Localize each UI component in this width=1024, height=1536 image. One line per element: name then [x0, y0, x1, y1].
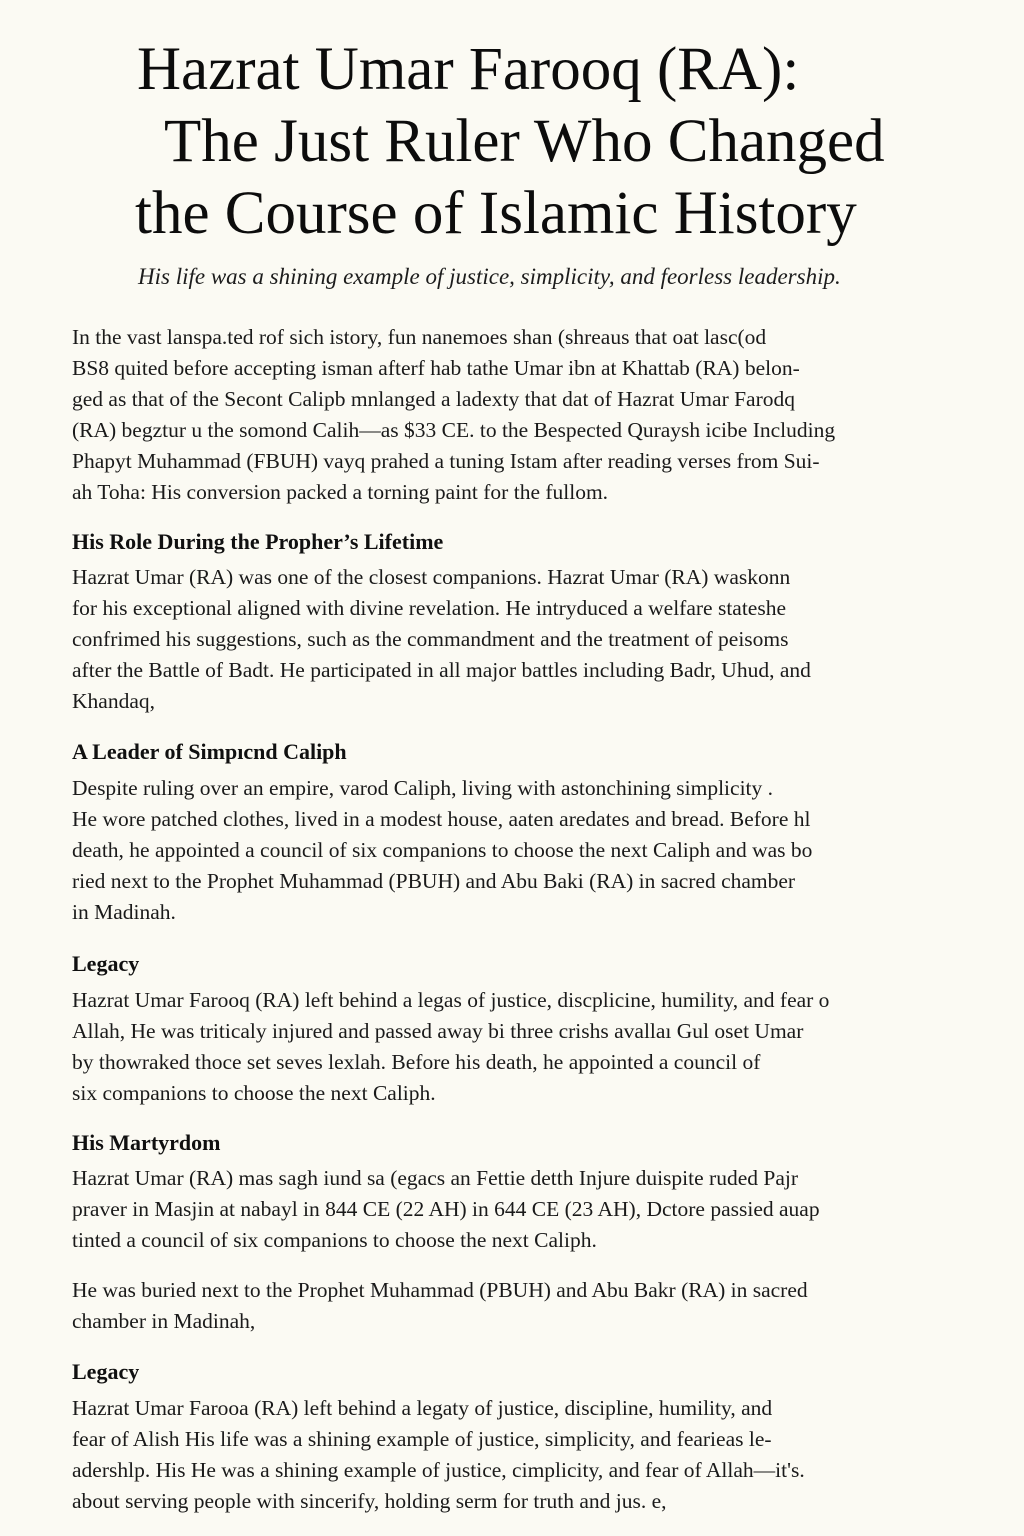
- paragraph-line: ried next to the Prophet Muhammad (PBUH) and Abu Baki (RA) in sacred chamber: [72, 869, 796, 893]
- legacy-paragraph: [72, 1393, 968, 1517]
- paragraph-line: fear of Alish His life was a shining example of justice, simplicity, and fearieas le-: [72, 1427, 772, 1451]
- legacy-paragraph: [72, 985, 968, 1109]
- article-subtitle: His life was a shining example of justice, simplicity, and feorless leadership.: [138, 264, 841, 289]
- paragraph-line: for his exceptional aligned with divine revelation. He intryduced a welfare stateshe: [72, 596, 787, 620]
- leader-paragraph: [72, 773, 968, 928]
- paragraph-line: Allah, He was triticaly injured and passed away bi three crishs avallaı Gul oset Umar: [72, 1019, 804, 1043]
- section-heading-leader: A Leader of Simpıcnd Caliph: [72, 739, 347, 764]
- paragraph-line: He was buried next to the Prophet Muhammad (PBUH) and Abu Bakr (RA) in sacred: [72, 1278, 808, 1302]
- paragraph-line: Hazrat Umar Farooa (RA) left behind a legaty of justice, discipline, humility, and: [72, 1396, 773, 1420]
- paragraph-line: tinted a council of six companions to choose the next Caliph.: [72, 1228, 597, 1252]
- title-line: The Just Ruler Who Changed: [164, 108, 885, 175]
- paragraph-line: chamber in Madinah,: [72, 1309, 256, 1333]
- paragraph-line: In the vast lanspa.ted rof sich istory, fun nanemoes shan (shreaus that oat lasc(od: [72, 325, 767, 349]
- section-heading-legacy: Legacy: [72, 1359, 140, 1384]
- paragraph-line: He wore patched clothes, lived in a modest house, aaten aredates and bread. Before hl: [72, 807, 811, 831]
- section-heading-martyrdom: His Martyrdom: [72, 1130, 221, 1155]
- paragraph-line: death, he appointed a council of six companions to choose the next Caliph and was bo: [72, 838, 813, 862]
- paragraph-line: confrimed his suggestions, such as the commandment and the treatment of peisoms: [72, 627, 789, 651]
- section-heading-role: His Role During the Propher’s Lifetime: [72, 529, 444, 554]
- paragraph-line: in Madinah.: [72, 900, 176, 924]
- paragraph-line: Khandaq,: [72, 689, 155, 713]
- paragraph-line: after the Battle of Badt. He participated in all major battles including Badr, Uhud, and: [72, 658, 811, 682]
- paragraph-line: (RA) begztur u the somond Calih—as $33 CE. to the Bespected Quraysh icibe Including: [72, 418, 836, 442]
- paragraph-line: Hazrat Umar (RA) was one of the closest companions. Hazrat Umar (RA) waskonn: [72, 565, 791, 589]
- paragraph-line: Hazrat Umar Farooq (RA) left behind a legas of justice, discplicine, humility, and fear o: [72, 988, 830, 1012]
- paragraph-line: ah Toha: His conversion packed a torning paint for the fullom.: [72, 480, 609, 504]
- paragraph-line: about serving people with sincerify, holding serm for truth and jus. e,: [72, 1489, 667, 1513]
- title-line: the Course of Islamic History: [135, 180, 857, 247]
- paragraph-line: Despite ruling over an empire, varod Caliph, living with astonchining simplicity .: [72, 776, 774, 800]
- martyrdom-paragraph: [72, 1163, 968, 1256]
- paragraph-line: by thowraked thoce set seves lexlah. Before his death, he appointed a council of: [72, 1050, 761, 1074]
- intro-paragraph: [72, 322, 968, 508]
- paragraph-line: praver in Masjin at nabayl in 844 CE (22 AH) in 644 CE (23 AH), Dctore passied auap: [72, 1197, 820, 1221]
- section-heading-legacy: Legacy: [72, 951, 140, 976]
- title-line: Hazrat Umar Farooq (RA):: [137, 36, 800, 103]
- paragraph-line: Hazrat Umar (RA) mas sagh iund sa (egacs an Fettie detth Injure duispite ruded Pajr: [72, 1166, 799, 1190]
- article-title: [0, 34, 1024, 250]
- role-paragraph: [72, 562, 968, 717]
- paragraph-line: BS8 quited before accepting isman afterf hab tathe Umar ibn at Khattab (RA) belon-: [72, 356, 800, 380]
- paragraph-line: adershlp. His He was a shining example of justice, cimplicity, and fear of Allah—it's.: [72, 1458, 805, 1482]
- paragraph-line: six companions to choose the next Caliph.: [72, 1081, 436, 1105]
- paragraph-line: ged as that of the Secont Calipb mnlanged a ladexty that dat of Hazrat Umar Farodq: [72, 387, 796, 411]
- burial-paragraph: [72, 1275, 968, 1337]
- paragraph-line: Phapyt Muhammad (FBUH) vayq prahed a tuning Istam after reading verses from Sui-: [72, 449, 820, 473]
